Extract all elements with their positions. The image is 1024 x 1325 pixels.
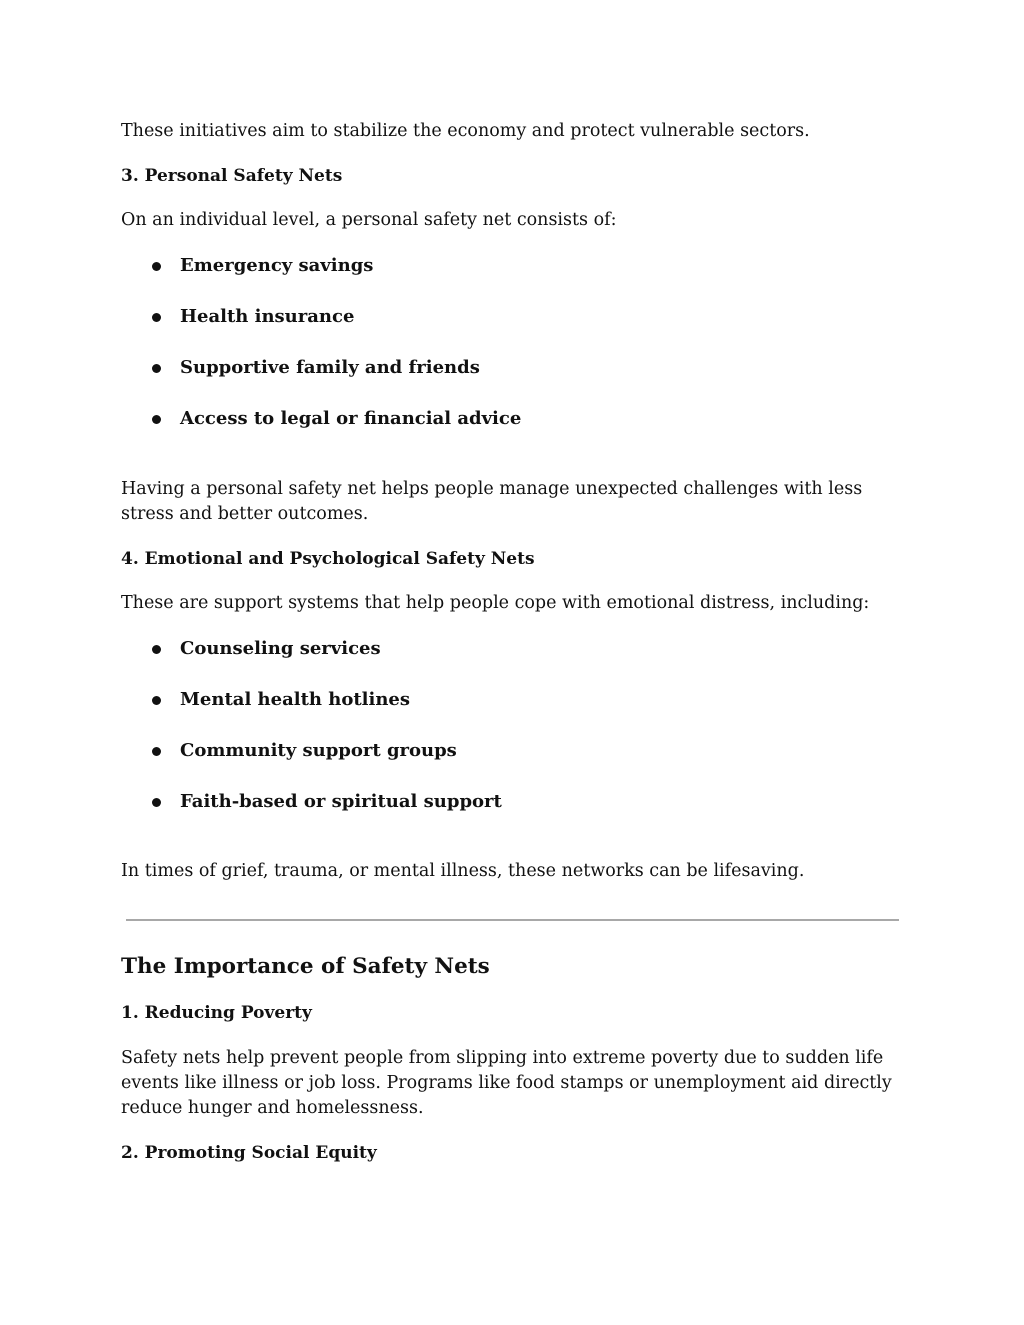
- bullet-icon: [152, 262, 161, 271]
- list-item-label: Access to legal or financial advice: [180, 408, 522, 429]
- importance-heading: The Importance of Safety Nets: [121, 954, 490, 979]
- list-item-label: Emergency savings: [180, 255, 374, 276]
- list-item-label: Mental health hotlines: [180, 689, 411, 710]
- bullet-icon: [152, 798, 161, 807]
- bullet-icon: [152, 415, 161, 424]
- emotional-lead-paragraph: These are support systems that help people cope with emotional distress, including:: [121, 593, 870, 613]
- list-item-label: Supportive family and friends: [180, 357, 480, 378]
- bullet-icon: [152, 696, 161, 705]
- list-item-label: Community support groups: [180, 740, 457, 761]
- reducing-poverty-paragraph: Safety nets help prevent people from slipping into extreme poverty due to sudden life events like illness or job loss. Programs like food stamps or unemployment aid directly reduce hunger and homelessness.: [121, 1048, 892, 1118]
- bullet-icon: [152, 747, 161, 756]
- list-item-label: Counseling services: [180, 638, 381, 659]
- bullet-icon: [152, 364, 161, 373]
- intro-paragraph: These initiatives aim to stabilize the economy and protect vulnerable sectors.: [121, 121, 810, 141]
- bullet-icon: [152, 313, 161, 322]
- personal-safety-nets-heading: 3. Personal Safety Nets: [121, 166, 343, 186]
- emotional-closing-paragraph: In times of grief, trauma, or mental illness, these networks can be lifesaving.: [121, 861, 805, 881]
- personal-closing-paragraph: Having a personal safety net helps people manage unexpected challenges with less stress and better outcomes.: [121, 479, 863, 524]
- reducing-poverty-heading: 1. Reducing Poverty: [121, 1003, 312, 1023]
- bullet-icon: [152, 645, 161, 654]
- horizontal-divider: [126, 919, 899, 921]
- emotional-safety-nets-heading: 4. Emotional and Psychological Safety Nets: [121, 549, 535, 569]
- social-equity-heading: 2. Promoting Social Equity: [121, 1143, 377, 1163]
- list-item-label: Faith-based or spiritual support: [180, 791, 502, 812]
- personal-lead-paragraph: On an individual level, a personal safety net consists of:: [121, 210, 617, 230]
- list-item-label: Health insurance: [180, 306, 355, 327]
